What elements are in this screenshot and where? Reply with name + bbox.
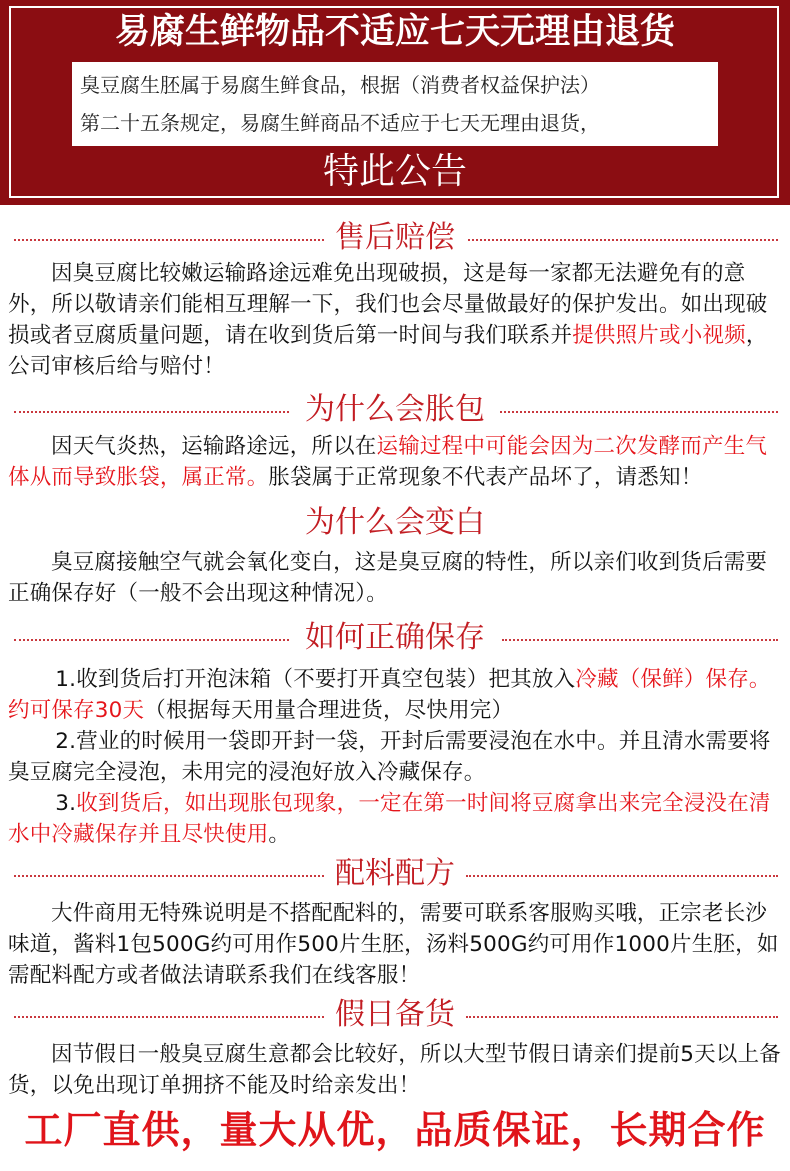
- holiday-paragraph: 因节假日一般臭豆腐生意都会比较好，所以大型节假日请亲们提前5天以上备货，以免出现订单拥挤不能及时给亲发出！: [8, 1042, 781, 1098]
- section-title: 为什么会胀包: [299, 392, 491, 427]
- aftersale-paragraph: 因臭豆腐比较嫩运输路途远难免出现破损，这是每一家都无法避免有的意外，所以敬请亲们能相互理解一下，我们也会尽量做最好的保护发出。如出现破损或者豆腐质量问题，请在收到货后第一时间与我们联系并提供照片或小视频，公司审核后给与赔付！: [8, 261, 768, 379]
- section-heading-aftersale: [0, 218, 790, 258]
- section-title: 配料配方: [329, 856, 461, 891]
- seasoning-paragraph: 大件商用无特殊说明是不搭配配料的，需要可联系客服购买哦，正宗老长沙味道，酱料1包500G约可用作500片生胚，汤料500G约可用作1000片生胚，如需配料配方或者做法请联系我们在线客服！: [8, 901, 779, 988]
- section-heading-swelling: [0, 390, 790, 430]
- whitening-paragraph: 臭豆腐接触空气就会氧化变白，这是臭豆腐的特性，所以亲们收到货后需要正确保存好（一般不会出现这种情况）。: [8, 550, 768, 606]
- section-heading-storage: [0, 618, 790, 658]
- swelling-paragraph: 因天气炎热，运输路途远，所以在运输过程中可能会因为二次发酵而产生气体从而导致胀袋，属正常。胀袋属于正常现象不代表产品坏了，请悉知！: [8, 434, 768, 490]
- highlight-text: 运输过程中可能会因为二次发酵而产生气体从而导致胀袋，属正常。: [8, 434, 768, 490]
- notice-line-1: 臭豆腐生胚属于易腐生鲜食品，根据（消费者权益保护法）: [80, 73, 600, 97]
- section-heading-seasoning: [0, 854, 790, 894]
- banner-title: 易腐生鲜物品不适应七天无理由退货: [114, 12, 675, 52]
- section-title: 如何正确保存: [299, 620, 491, 655]
- banner-footer: 特此公告: [322, 151, 467, 192]
- section-heading-holiday: [0, 995, 790, 1035]
- notice-line-2: 第二十五条规定，易腐生鲜商品不适应于七天无理由退货，: [80, 111, 600, 135]
- notice-banner: [0, 0, 790, 205]
- section-title: 售后赔偿: [329, 220, 461, 255]
- section-title: 为什么会变白: [299, 505, 491, 540]
- highlight-text: 冷藏（保鲜）保存。约可保存30天: [8, 667, 771, 723]
- storage-item-2: 2.营业的时候用一袋即开封一袋，开封后需要浸泡在水中。并且清水需要将臭豆腐完全浸泡，未用完的浸泡好放入冷藏保存。: [8, 729, 771, 785]
- storage-item-1: 1.收到货后打开泡沫箱（不要打开真空包装）把其放入冷藏（保鲜）保存。约可保存30天（根据每天用量合理进货，尽快用完）: [8, 667, 771, 723]
- storage-item-3: 3.收到货后，如出现胀包现象，一定在第一时间将豆腐拿出来完全浸没在清水中冷藏保存并且尽快使用。: [8, 791, 771, 847]
- highlight-text: 提供照片或小视频: [572, 323, 746, 348]
- highlight-text: 收到货后，如出现胀包现象，一定在第一时间将豆腐拿出来完全浸没在清水中冷藏保存并且尽快使用: [8, 791, 771, 847]
- slogan: 工厂直供，量大从优，品质保证，长期合作: [24, 1108, 766, 1152]
- notice-text-box: [72, 62, 718, 146]
- section-heading-whitening: [0, 503, 790, 543]
- section-title: 假日备货: [329, 997, 461, 1032]
